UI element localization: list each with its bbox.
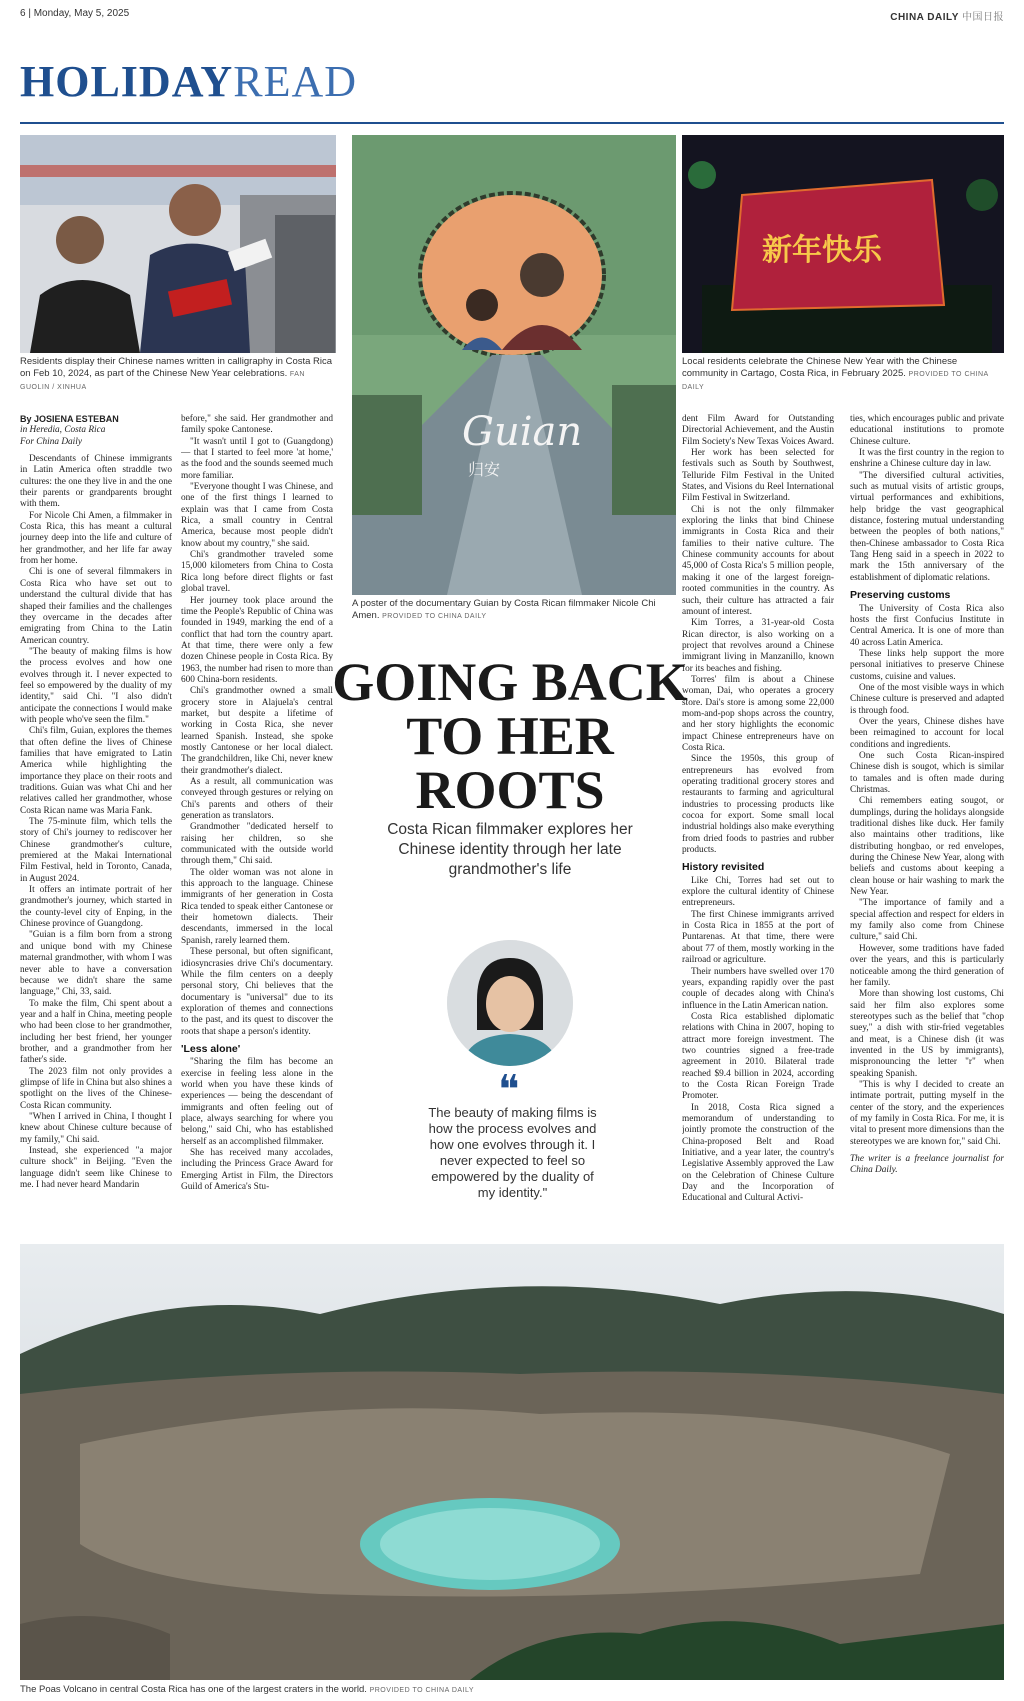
subhead-less-alone: 'Less alone' bbox=[181, 1042, 241, 1055]
headline: GOING BACK TO HER ROOTS bbox=[332, 652, 688, 820]
photo-poas-volcano bbox=[20, 1244, 1004, 1680]
section-title: HOLIDAYREAD bbox=[20, 57, 357, 106]
caption-new-year: Local residents celebrate the Chinese New Year with the Chinese community in Cartago, Costa Rica, in February 2025. PROVIDED TO CHINA DAILY bbox=[682, 356, 989, 391]
caption-poster: A poster of the documentary Guian by Costa Rican filmmaker Nicole Chi Amen. PROVIDED TO CHINA DAILY bbox=[352, 598, 656, 621]
article-column-4: ties, which encourages public and private educational institutions to promote Chinese culture. It was the first country in the region to enshrine a Chinese culture day in law. "The diversified cultural activities, such as mutual visits of artistic groups, virtual performances and exhibitions, help bridge the vast geographical distance, fostering mutual understanding between the peoples of both nations," then-Chinese ambassador to Costa Rica Tang Heng said in a speech in 2022 to mark the 15th anniversary of the establishment of diplomatic relations. Preserving customs The University of Costa Rica also hosts the first Confucius Institute in Central America. It is one of more than 40 across Latin America. These links help support the more personal initiatives to preserve Chinese customs, cuisine and values. One of the most visible ways in which Chinese culture is preserved and adapted is through food. Over the years, Chinese dishes have been reimagined to account for local conditions and ingredients. One such Costa Rican-inspired Chinese dish is sougot, which is similar to tamales and is often made during Christmas. Chi remembers eating sougot, or dumplings, during the holidays alongside traditional dishes like duck. Her family also maintains other traditions, like distributing hongbao, or red envelopes, during the Chinese New Year, along with beliefs and customs about keeping a clean house or hair washing to mark the New Year. "The importance of family and a special affection and respect for elders in my family also come from Chinese culture," said Chi. However, some traditions have faded over the years, and this is particularly noticeable among the third generation of her family. More than showing lost customs, Chi said her film also explores some stereotypes such as the belief that "chop suey," a dish with stir-fried vegetables and meat, is a Chinese dish (it was invented in the US by immigrants), mispronouncing the letter "r" when speaking Spanish. "This is why I decided to create an intimate portrait, putting myself in the center of the story, and the experiences of my family in Costa Rica. For me, it is vital to present more dimensions than the stereotypes we are known for," said Chi. The writer is a freelance journalist for China Daily. bbox=[850, 414, 1004, 1176]
poster-title: Guian bbox=[462, 409, 583, 455]
masthead-small: CHINA DAILY 中国日报 bbox=[890, 12, 1004, 23]
subhead-history-revisited: History revisited bbox=[682, 861, 765, 874]
pull-quote: The beauty of making films is how the process evolves and how one evolves through it. I never expected to feel so empowered by the duality of my identity." bbox=[428, 1105, 597, 1200]
deck: Costa Rican filmmaker explores her Chinese identity through her late grandmother's life bbox=[387, 821, 633, 878]
article-column-1: By JOSIENA ESTEBAN in Heredia, Costa Rica For China Daily Descendants of Chinese immigrants in Latin America often straddle two cultures: the one they live in and the one their parents or grandparents brought with them. For Nicole Chi Amen, a filmmaker in Costa Rica, this has meant a cultural journey deep into the life and culture of her grandmother, and her life far away from her home. Chi is one of several filmmakers in Costa Rica who have set out to understand the cultural divide that has shaped their families and the challenges they overcame in the decades after emigrating from China to the Latin American country. "The beauty of making films is how the process evolves and how one evolves through it. I never expected to feel so empowered by the duality of my identity," said Chi. "I also didn't anticipate the connections I would make with people who've seen the film." Chi's film, Guian, explores the themes that often define the lives of Chinese families that have emigrated to Latin America while highlighting the importance they place on their roots and traditions. Guian was what Chi and her relatives called her grandmother, whose Costa Rican name was Maria Fank. The 75-minute film, which tells the story of Chi's journey to rediscover her Chinese grandmother's culture, premiered at the Makai International Film Festival, held in Toronto, Canada, in August 2024. It offers an intimate portrait of her grandmother's journey, which started in the county-level city of Enping, in the Chinese province of Guangdong. "Guian is a film born from a strong and unique bond with my Chinese maternal grandmother, with whom I was never able to have a conversation because we didn't share the same language," Chi, 33, said. To make the film, Chi spent about a year and a half in China, meeting people who had been close to her grandmother, including her best friend, her younger brother, and a grandmother from her father's side. The 2023 film not only provides a glimpse of life in China but also shines a spotlight on the lives of the Chinese-Costa Rican community. "When I arrived in China, I thought I knew about Chinese culture because of my family," Chi said. Instead, she experienced "a major culture shock" in Beijing. "Even the language didn't seem like Chinese to me. I had never heard Mandarin bbox=[20, 414, 172, 1191]
section-rule bbox=[20, 122, 1004, 124]
subhead-preserving-customs: Preserving customs bbox=[850, 589, 951, 602]
caption-calligraphy: Residents display their Chinese names written in calligraphy in Costa Rica on Feb 10, 2024, as part of the Chinese New Year celebrations. FAN GUOLIN / XINHUA bbox=[20, 356, 333, 391]
page-folio: 6 | Monday, May 5, 2025 bbox=[20, 8, 130, 19]
photo-calligraphy-names bbox=[20, 135, 336, 353]
led-sign-text: 新年快乐 bbox=[762, 233, 882, 268]
poster-guian bbox=[352, 135, 676, 595]
poster-title-cn: 归安 bbox=[468, 460, 501, 479]
page-header bbox=[20, 4, 1004, 26]
portrait-nicole-chi-amen bbox=[447, 940, 573, 1066]
photo-new-year-cartago bbox=[682, 135, 1004, 353]
article-column-2: before," she said. Her grandmother and family spoke Cantonese. "It wasn't until I got to (Guangdong) — that I started to feel more 'at home,' as the food and the sounds seemed much more familiar. "Everyone thought I was Chinese, and one of the first things I learned to explain was that I came from Costa Rica, a small country in Central America, because most people didn't know about my country," she said. Chi's grandmother traveled some 15,000 kilometers from China to Costa Rica long before direct flights or fast global travel. Her journey took place around the time the People's Republic of China was founded in 1949, marking the end of a conflict that had torn the country apart. At that time, there were only a few dozen Chinese people in Costa Rica. By 1963, the number had risen to more than 600 China-born residents. Chi's grandmother owned a small grocery store in Alajuela's central market, but despite a lifetime of working in Costa Rica, she never learned Spanish. Instead, she spoke mostly Cantonese or her local dialect. The grandchildren, like Chi, never knew their grandmother's dialect. As a result, all communication was conveyed through gestures or relying on Chi's parents and others of their generation as translators. Grandmother "dedicated herself to raising her children, so she communicated with the outside world through them," Chi said. The older woman was not alone in this approach to the language. Chinese immigrants of her generation in Costa Rica tended to speak either Cantonese or their hometown dialects. Their descendants, immersed in the local Spanish, rarely learned them. These personal, but often significant, idiosyncrasies drive Chi's documentary. While the film centers on a deeply personal story, Chi believes that the documentary is "universal" due to its exploration of themes and connections to the past, and its quest to discover the roots that shape a person's identity. 'Less alone' "Sharing the film has become an exercise in feeling less alone in the world when you have these kinds of experiences — being the descendant of immigrants and often feeling out of place, always searching for where you belong," said Chi, who has established herself as an accomplished filmmaker. She has received many accolades, including the Princess Grace Award for Emerging Artist in Film, the Directors Guild of America's Stu- bbox=[181, 414, 333, 1193]
caption-volcano: The Poas Volcano in central Costa Rica has one of the largest craters in the world. PROVIDED TO CHINA DAILY bbox=[20, 1684, 475, 1695]
quote-mark-icon: ❝ bbox=[498, 1067, 520, 1113]
article-column-3: dent Film Award for Outstanding Directorial Achievement, and the Austin Film Society's New Texas Voices Award. Her work has been selected for festivals such as South by Southwest, Telluride Film Festival in the United States, and Visions du Reel International Film Festival in Switzerland. Chi is not the only filmmaker exploring the links that bind Chinese immigrants in Costa Rica and their families to their native culture. The Chinese community accounts for about 45,000 of Costa Rica's 5 million people, making it one of the largest foreign-rooted communities in the country. As such, their culture has attracted a fair amount of interest. Kim Torres, a 31-year-old Costa Rican director, is also working on a project that revolves around a Chinese immigrant living in Manzanillo, known for its beaches and fishing. Torres' film is about a Chinese woman, Dai, who operates a grocery store. Dai's store is among some 22,000 mom-and-pop shops across the country, and her story highlights the economic impact Chinese entrepreneurs have on Costa Rica. Since the 1950s, this group of entrepreneurs has evolved from operating traditional grocery stores and restaurants to farming and agricultural industries to processing products like cocoa for export. Some small local industrial holdings also make everything from dried foods to pastries and rubber products. History revisited Like Chi, Torres had set out to explore the cultural identity of Chinese entrepreneurs. The first Chinese immigrants arrived in Costa Rica in 1855 at the port of Puntarenas. At that time, there were about 77 of them, mostly working in the railroad or agriculture. Their numbers have swelled over 170 years, expanding rapidly over the past couple of decades along with China's influence in the Latin American nation. Costa Rica established diplomatic relations with China in 2007, hoping to attract more foreign investment. The two countries signed a free-trade agreement in 2010. Bilateral trade reached $9.4 billion in 2024, according to the Costa Rican Foreign Trade Promoter. In 2018, Costa Rica signed a memorandum of understanding to jointly promote the construction of the China-proposed Belt and Road Initiative, and a year later, the country's Legislative Assembly approved the Law on the Celebration of Chinese Culture Day and the Incorporation of Educational and Cultural Activi- bbox=[682, 414, 834, 1204]
